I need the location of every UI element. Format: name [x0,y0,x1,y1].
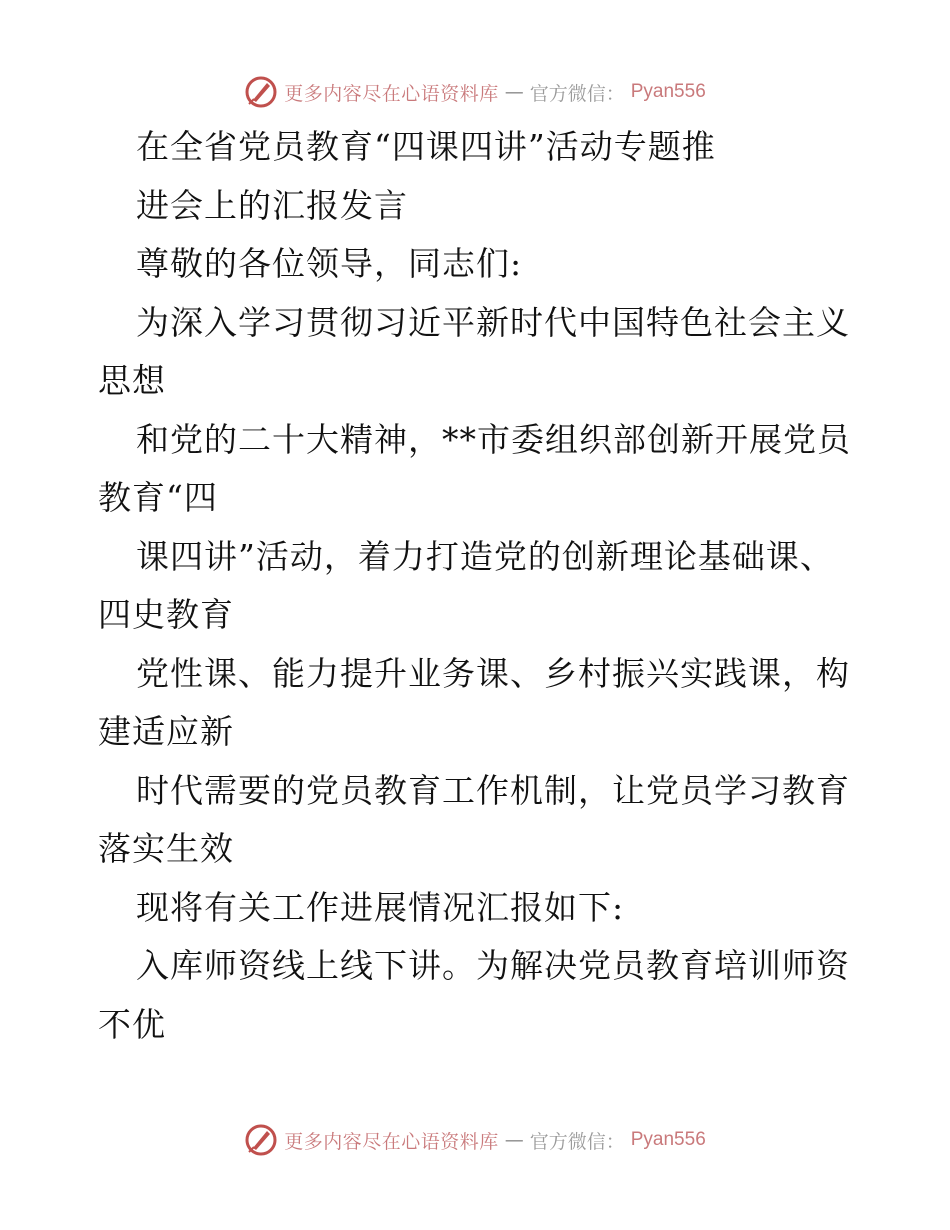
paragraph-line: 党性课、能力提升业务课、乡村振兴实践课，构 [136,653,850,693]
paragraph-line: 思想 [98,361,166,400]
title-line-1: 在全省党员教育“四课四讲”活动专题推 [136,127,716,166]
watermark-contact-id: Pyan556 [630,1129,706,1150]
paragraph-line: 入库师资线上线下讲。为解决党员教育培训师资 [136,946,850,985]
document-body [98,118,858,1054]
paragraph-line: 和党的二十大精神，**市委组织部创新开展党员 [136,419,851,459]
paragraph-line: 为深入学习贯彻习近平新时代中国特色社会主义 [136,302,850,342]
paragraph-line: 建适应新 [98,712,234,751]
quill-logo-icon [244,75,278,109]
watermark-site-text: 更多内容尽在心语资料库 [284,1130,499,1153]
watermark-site-text: 更多内容尽在心语资料库 [284,82,499,105]
watermark-contact-id: Pyan556 [630,81,706,102]
title-line-2: 进会上的汇报发言 [136,185,408,225]
watermark-contact-label: 官方微信： [529,82,625,105]
watermark-separator: — [504,81,524,103]
paragraph-line: 四史教育 [98,595,234,634]
watermark-contact-label: 官方微信： [529,1130,625,1153]
paragraph-line: 教育“四 [98,478,218,517]
salutation: 尊敬的各位领导，同志们: [136,244,523,283]
paragraph-line: 现将有关工作进展情况汇报如下: [136,887,625,927]
quill-logo-icon [244,1123,278,1157]
watermark-separator: — [504,1129,524,1151]
paragraph-line: 落实生效 [98,829,234,868]
footer-watermark [0,1120,950,1160]
paragraph-line: 课四讲”活动，着力打造党的创新理论基础课、 [136,536,834,576]
header-watermark [0,72,950,112]
paragraph-line: 时代需要的党员教育工作机制，让党员学习教育 [136,770,850,810]
paragraph-line: 不优 [98,1004,166,1044]
